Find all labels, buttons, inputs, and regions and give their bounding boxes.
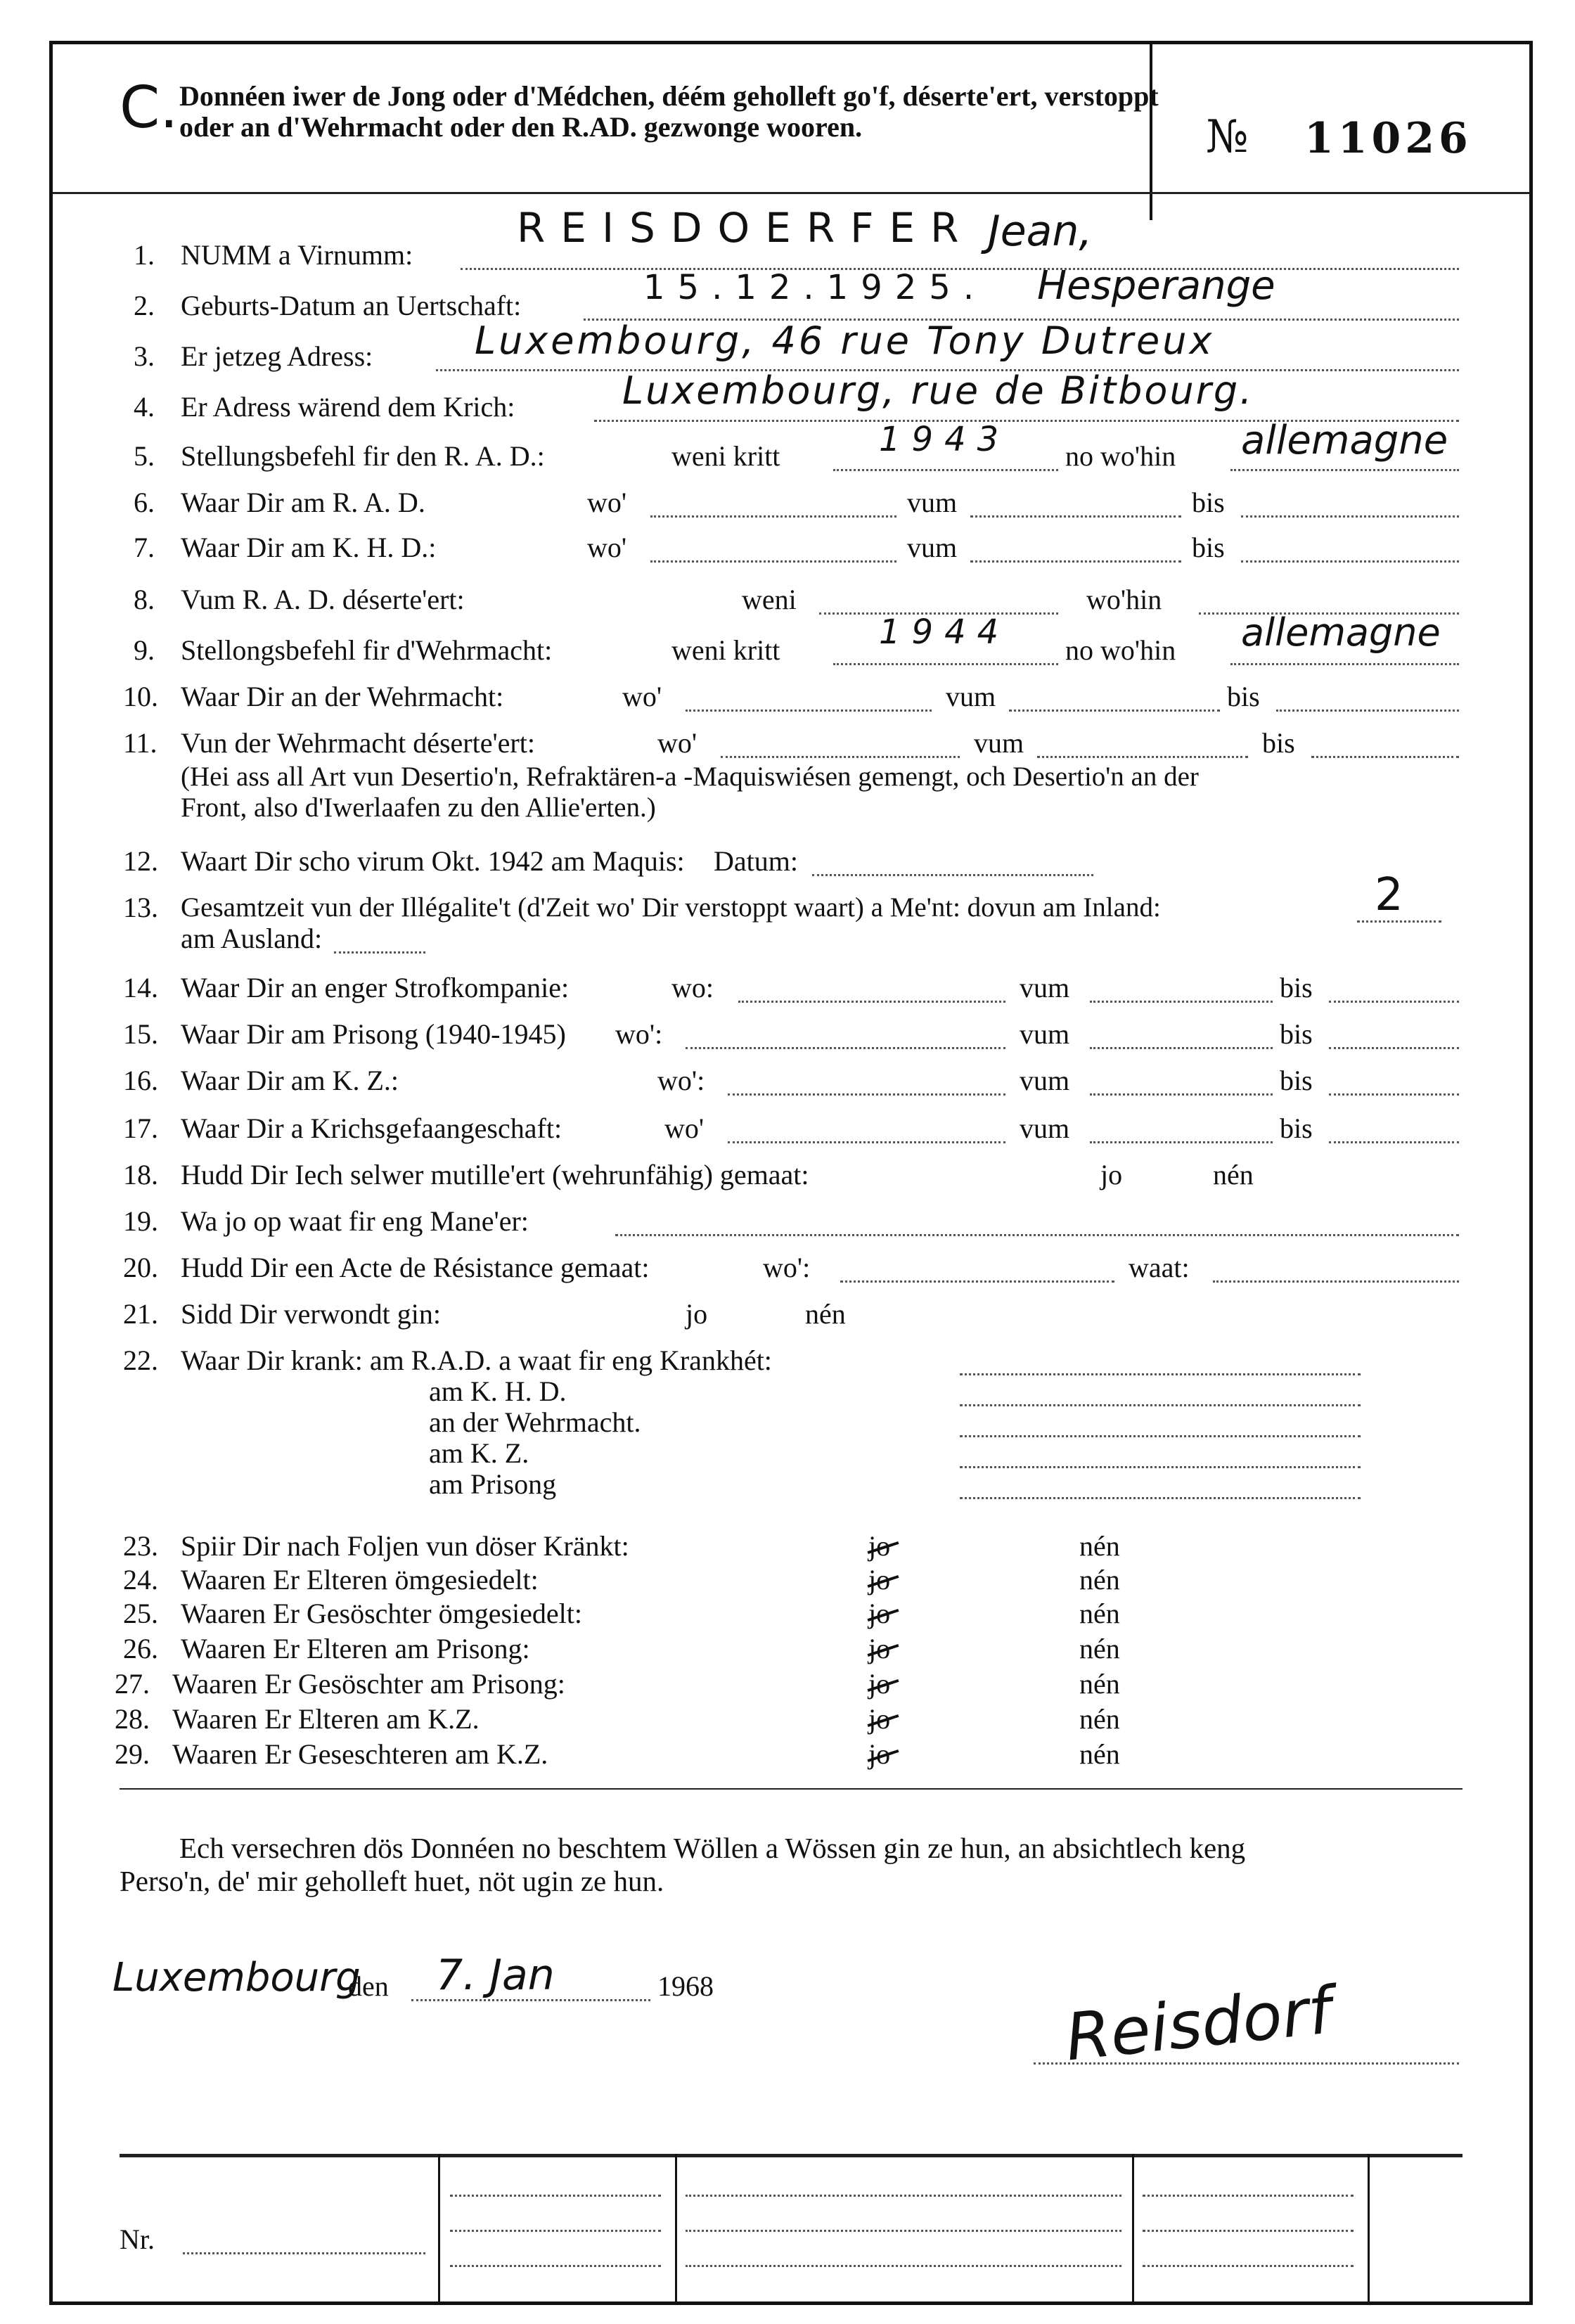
row-number: 22.: [123, 1344, 158, 1376]
field-label-wehrmacht-order: Stellongsbefehl fir d'Wehrmacht:: [181, 634, 553, 666]
row-number: 3.: [134, 340, 155, 372]
field-line-vum: [970, 515, 1181, 518]
option-nen[interactable]: nén: [1079, 1564, 1120, 1596]
label-no-wohin: no wo'hin: [1065, 634, 1176, 666]
field-label-parents-resettled: Waaren Er Elteren ömgesiedelt:: [181, 1564, 539, 1596]
field-line-waat: [1213, 1280, 1459, 1283]
label-vum: vum: [1020, 1065, 1070, 1096]
field-line-wo: [728, 1141, 1005, 1143]
label-bis: bis: [1192, 487, 1225, 518]
option-jo[interactable]: jo: [868, 1633, 891, 1664]
label-wo: wo': [587, 487, 627, 518]
field-label-rad-order: Stellungsbefehl fir den R. A. D.:: [181, 440, 545, 472]
handwritten-surname: REISDOERFER: [517, 204, 975, 252]
footer-cell-line: [450, 2195, 661, 2197]
label-wo: wo':: [763, 1252, 811, 1283]
row-number: 16.: [123, 1065, 158, 1096]
option-jo[interactable]: jo: [868, 1668, 891, 1700]
handwritten-birthplace: Hesperange: [1037, 263, 1275, 309]
label-weni-kritt: weni kritt: [671, 440, 780, 472]
option-jo[interactable]: jo: [868, 1738, 891, 1770]
field-line-wo: [721, 756, 960, 758]
label-vum: vum: [1020, 1112, 1070, 1144]
field-line-wo: [686, 1047, 1005, 1049]
field-label-maquis: Waart Dir scho virum Okt. 1942 am Maquis:: [181, 845, 685, 877]
row-number: 9.: [134, 634, 155, 666]
field-line-bis: [1329, 1047, 1459, 1049]
field-line-sick-kz: [960, 1466, 1361, 1468]
field-line-wo: [840, 1280, 1114, 1283]
label-wo: wo':: [615, 1018, 663, 1050]
year: 1968: [657, 1970, 714, 2002]
option-nen[interactable]: nén: [1079, 1703, 1120, 1735]
field-label-manner: Wa jo op waat fir eng Mane'er:: [181, 1205, 529, 1237]
label-bis: bis: [1192, 532, 1225, 563]
field-label-consequences: Spiir Dir nach Foljen vun döser Kränkt:: [181, 1530, 629, 1562]
field-line-wo: [728, 1093, 1005, 1096]
label-den: den: [348, 1970, 389, 2002]
footer-cell-line: [1143, 2195, 1354, 2197]
field-line-bis: [1241, 560, 1459, 563]
footer-divider-1: [438, 2154, 440, 2305]
handwritten-address: Luxembourg, 46 rue Tony Dutreux: [475, 319, 1215, 363]
field-label-name: NUMM a Virnumm:: [181, 239, 413, 271]
row-number: 26.: [123, 1633, 158, 1664]
row-number: 4.: [134, 391, 155, 423]
label-vum: vum: [1020, 1018, 1070, 1050]
row-number: 18.: [123, 1159, 158, 1190]
row-number: 8.: [134, 584, 155, 615]
field-line-bis: [1329, 1001, 1459, 1003]
section-letter: C.: [120, 75, 179, 141]
option-nen[interactable]: nén: [1079, 1633, 1120, 1664]
handwritten-birthdate: 15.12.1925.: [643, 268, 987, 307]
sick-sub-khd: am K. H. D.: [429, 1375, 567, 1407]
form-title: Donnéen iwer de Jong oder d'Médchen, déém geholleft go'f, déserte'ert, verstoppt oder an d'Wehrmacht oder den R.AD. gezwonge wooren.: [179, 80, 1159, 143]
field-line-sick-rad: [960, 1373, 1361, 1375]
label-vum: vum: [1020, 972, 1070, 1003]
questionnaire-form: [49, 41, 1533, 2305]
label-vum: vum: [974, 727, 1024, 759]
field-label-mutilation: Hudd Dir Iech selwer mutille'ert (wehrunfähig) gemaat:: [181, 1159, 809, 1190]
field-label-ausland: am Ausland:: [181, 923, 323, 954]
label-vum: vum: [946, 681, 996, 712]
footer-cell-line: [450, 2265, 661, 2267]
handwritten-wm-destination: allemagne: [1241, 610, 1441, 655]
row-number: 29.: [115, 1738, 150, 1770]
label-wo: wo': [664, 1112, 705, 1144]
footer-divider-2: [675, 2154, 677, 2305]
field-line-bis: [1241, 515, 1459, 518]
row-number: 12.: [123, 845, 158, 877]
option-jo[interactable]: jo: [868, 1598, 891, 1629]
label-vum: vum: [907, 532, 958, 563]
footer-divider-3: [1132, 2154, 1134, 2305]
row-number: 5.: [134, 440, 155, 472]
document-number-label: №: [1206, 111, 1249, 163]
option-jo[interactable]: jo: [868, 1564, 891, 1596]
label-wo: wo': [587, 532, 627, 563]
field-label-war-address: Er Adress wärend dem Krich:: [181, 391, 515, 423]
label-weni-kritt: weni kritt: [671, 634, 780, 666]
document-number: 11026: [1304, 114, 1472, 163]
row-number: 23.: [123, 1530, 158, 1562]
field-label-parents-kz: Waaren Er Elteren am K.Z.: [172, 1703, 480, 1735]
label-weni: weni: [742, 584, 797, 615]
field-label-siblings-resettled: Waaren Er Gesöschter ömgesiedelt:: [181, 1598, 582, 1629]
option-jo[interactable]: jo: [868, 1703, 891, 1735]
field-label-rad: Waar Dir am R. A. D.: [181, 487, 425, 518]
field-label-resistance: Hudd Dir een Acte de Résistance gemaat:: [181, 1252, 650, 1283]
field-label-sick: Waar Dir krank: am R.A.D. a waat fir eng Krankhét:: [181, 1344, 772, 1376]
field-line-wm-where: [1230, 663, 1459, 665]
field-label-kz: Waar Dir am K. Z.:: [181, 1065, 399, 1096]
footer-cell-line: [686, 2230, 1121, 2232]
handwritten-rad-destination: allemagne: [1241, 418, 1448, 463]
field-line-vum: [1090, 1001, 1273, 1003]
handwritten-wm-year: 1944: [879, 612, 1010, 652]
footer-nr-label: Nr.: [120, 2223, 155, 2255]
sick-sub-kz: am K. Z.: [429, 1437, 529, 1469]
label-wo: wo': [657, 727, 698, 759]
field-label-parents-prison: Waaren Er Elteren am Prisong:: [181, 1633, 530, 1664]
handwritten-date: 7. Jan: [436, 1951, 555, 2000]
label-waat: waat:: [1129, 1252, 1190, 1283]
row-number: 20.: [123, 1252, 158, 1283]
label-wohin: wo'hin: [1086, 584, 1162, 615]
row-number: 19.: [123, 1205, 158, 1237]
field-label-wehrmacht: Waar Dir an der Wehrmacht:: [181, 681, 504, 712]
row-number: 24.: [123, 1564, 158, 1596]
declaration-line-1: Ech versechren dös Donnéen no beschtem Wöllen a Wössen gin ze hun, an absichtlech keng: [179, 1832, 1246, 1864]
field-label-strofkompanie: Waar Dir an enger Strofkompanie:: [181, 972, 570, 1003]
label-bis: bis: [1280, 972, 1313, 1003]
option-nen[interactable]: nén: [1079, 1738, 1120, 1770]
label-bis: bis: [1280, 1065, 1313, 1096]
field-line-manner: [615, 1234, 1459, 1236]
field-line-vum: [1009, 710, 1220, 712]
field-label-wounded: Sidd Dir verwondt gin:: [181, 1298, 441, 1330]
field-label-wm-desert: Vun der Wehrmacht déserte'ert:: [181, 727, 535, 759]
field-label-gefaangeschaft: Waar Dir a Krichsgefaangeschaft:: [181, 1112, 562, 1144]
footer-rule: [120, 2154, 1462, 2157]
option-jo[interactable]: jo: [686, 1298, 708, 1330]
field-line-wo: [738, 1001, 1005, 1003]
row-number: 21.: [123, 1298, 158, 1330]
option-jo[interactable]: jo: [868, 1530, 891, 1562]
field-line-vum: [1090, 1047, 1273, 1049]
label-no-wohin: no wo'hin: [1065, 440, 1176, 472]
footer-cell-line: [686, 2265, 1121, 2267]
option-nen[interactable]: nén: [805, 1298, 846, 1330]
option-jo[interactable]: jo: [1100, 1159, 1123, 1190]
row-number: 14.: [123, 972, 158, 1003]
field-label-siblings-kz: Waaren Er Geseschteren am K.Z.: [172, 1738, 548, 1770]
label-wo: wo': [622, 681, 662, 712]
handwritten-rad-year: 1943: [879, 420, 1010, 459]
field-line-bis: [1329, 1141, 1459, 1143]
row-number: 6.: [134, 487, 155, 518]
field-line-bis: [1329, 1093, 1459, 1096]
label-bis: bis: [1280, 1112, 1313, 1144]
row-number: 28.: [115, 1703, 150, 1735]
field-label-illegality: Gesamtzeit vun der Illégalite't (d'Zeit wo' Dir verstoppt waart) a Me'nt: dovun am Inland:: [181, 892, 1161, 923]
field-label-rad-desert: Vum R. A. D. déserte'ert:: [181, 584, 465, 615]
desertion-note-2: Front, also d'Iwerlaafen zu den Allie'erten.): [181, 792, 656, 823]
footer-divider-4: [1368, 2154, 1370, 2305]
row-number: 25.: [123, 1598, 158, 1629]
option-nen[interactable]: nén: [1079, 1668, 1120, 1700]
footer-cell-line: [1143, 2265, 1354, 2267]
field-line-sick-khd: [960, 1404, 1361, 1406]
row-number: 11.: [123, 727, 158, 759]
declaration-line-2: Perso'n, de' mir geholleft huet, nöt ugin ze hun.: [120, 1865, 664, 1897]
field-line-wo: [686, 710, 932, 712]
field-line-wo: [650, 515, 896, 518]
option-nen[interactable]: nén: [1079, 1530, 1120, 1562]
option-nen[interactable]: nén: [1213, 1159, 1254, 1190]
option-nen[interactable]: nén: [1079, 1598, 1120, 1629]
declaration-rule: [120, 1788, 1462, 1790]
field-label-address: Er jetzeg Adress:: [181, 340, 373, 372]
footer-cell-line: [450, 2230, 661, 2232]
field-line-ausland: [334, 951, 425, 954]
label-vum: vum: [907, 487, 958, 518]
field-line-sick-prisong: [960, 1497, 1361, 1499]
label-datum: Datum:: [714, 845, 798, 877]
field-label-birth: Geburts-Datum an Uertschaft:: [181, 290, 522, 321]
field-label-siblings-prison: Waaren Er Gesöschter am Prisong:: [172, 1668, 565, 1700]
field-label-khd: Waar Dir am K. H. D.:: [181, 532, 437, 563]
row-number: 13.: [123, 892, 158, 923]
label-wo: wo:: [671, 972, 714, 1003]
field-label-prisong: Waar Dir am Prisong (1940-1945): [181, 1018, 566, 1050]
row-number: 7.: [134, 532, 155, 563]
header-rule: [53, 192, 1529, 194]
signature: Reisdorf: [1062, 1972, 1335, 2076]
field-line-rad-when: [833, 469, 1058, 471]
label-wo: wo':: [657, 1065, 705, 1096]
row-number: 10.: [123, 681, 158, 712]
field-line-sick-wehrmacht: [960, 1435, 1361, 1437]
field-line-bis: [1311, 756, 1459, 758]
handwritten-firstname: Jean,: [988, 207, 1093, 256]
handwritten-place: Luxembourg: [112, 1955, 361, 2001]
footer-nr-line: [183, 2252, 425, 2254]
label-bis: bis: [1227, 681, 1260, 712]
row-number: 17.: [123, 1112, 158, 1144]
row-number: 2.: [134, 290, 155, 321]
label-bis: bis: [1280, 1018, 1313, 1050]
field-line-vum: [1090, 1093, 1273, 1096]
row-number: 1.: [134, 239, 155, 271]
field-line-wo: [650, 560, 896, 563]
handwritten-war-address: Luxembourg, rue de Bitbourg.: [622, 368, 1254, 413]
field-line-vum: [970, 560, 1181, 563]
sick-sub-prisong: am Prisong: [429, 1468, 557, 1500]
field-line-datum: [812, 874, 1093, 876]
field-line-vum: [1037, 756, 1248, 758]
field-line-bis: [1276, 710, 1459, 712]
row-number: 27.: [115, 1668, 150, 1700]
label-bis: bis: [1262, 727, 1295, 759]
desertion-note-1: (Hei ass all Art vun Desertio'n, Refraktären-a -Maquiswiésen gemengt, och Desertio'n an der: [181, 762, 1199, 792]
row-number: 15.: [123, 1018, 158, 1050]
sick-sub-wehrmacht: an der Wehrmacht.: [429, 1406, 641, 1438]
field-line-vum: [1090, 1141, 1273, 1143]
footer-cell-line: [686, 2195, 1121, 2197]
footer-cell-line: [1143, 2230, 1354, 2232]
field-line-rad-where: [1230, 469, 1459, 471]
handwritten-inland-months: 2: [1375, 869, 1403, 921]
field-line-wm-when: [833, 663, 1058, 665]
